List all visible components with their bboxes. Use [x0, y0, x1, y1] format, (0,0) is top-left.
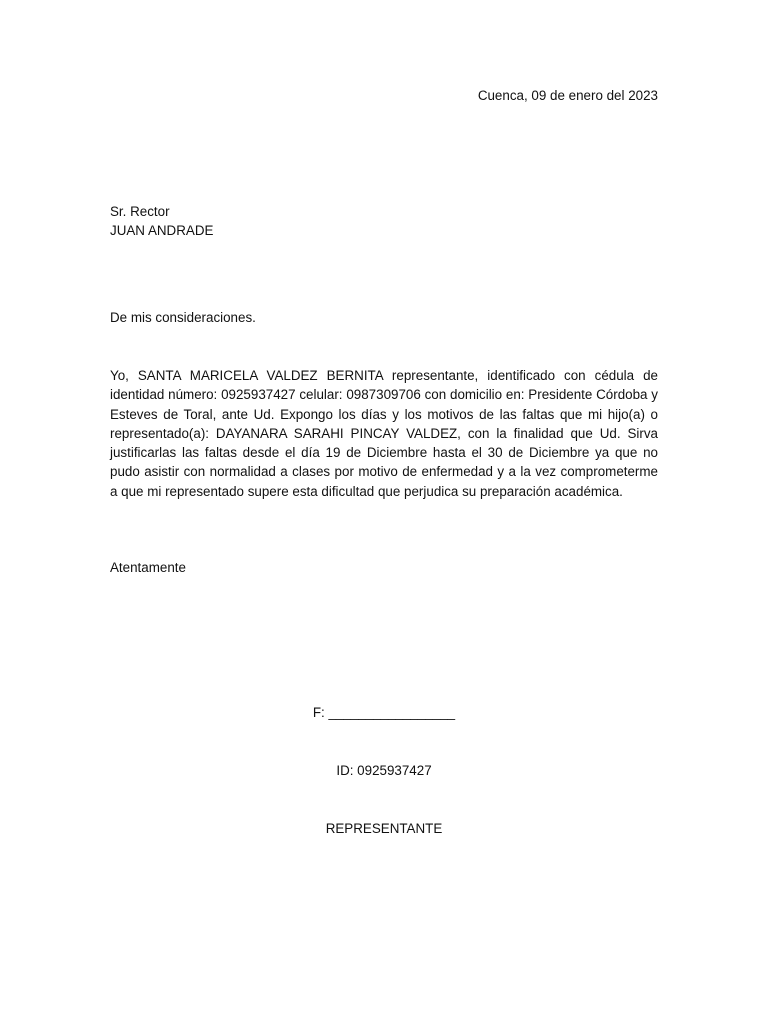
recipient-name: JUAN ANDRADE [110, 223, 214, 239]
recipient-block [110, 202, 213, 241]
closing: Atentamente [110, 560, 186, 575]
salutation: De mis consideraciones. [110, 310, 256, 325]
recipient-title: Sr. Rector [110, 204, 170, 219]
signature-id: ID: 0925937427 [336, 763, 432, 778]
date-line: Cuenca, 09 de enero del 2023 [477, 88, 658, 103]
letter-body: Yo, SANTA MARICELA VALDEZ BERNITA representante, identificado con cédula de identidad número: 0925937427 celular: 0987309706 con domicilio en: Presidente Córdoba y Esteves de Toral, ante Ud. Expongo los días y los motivos de las faltas que mi hijo(a) o representado(a): DAYANARA SARAHI PINCAY VALDEZ, con la finalidad que Ud. Sirva justificarlas las faltas desde el día 19 de Diciembre hasta el 30 de Diciembre ya que no pudo asistir con normalidad a clases por motivo de enfermedad y a la vez comprometerme a que mi representado supere esta dificultad que perjudica su preparación académica. [110, 368, 658, 499]
signature-role: REPRESENTANTE [325, 821, 443, 836]
signature-line: F: _________________ [312, 705, 456, 720]
